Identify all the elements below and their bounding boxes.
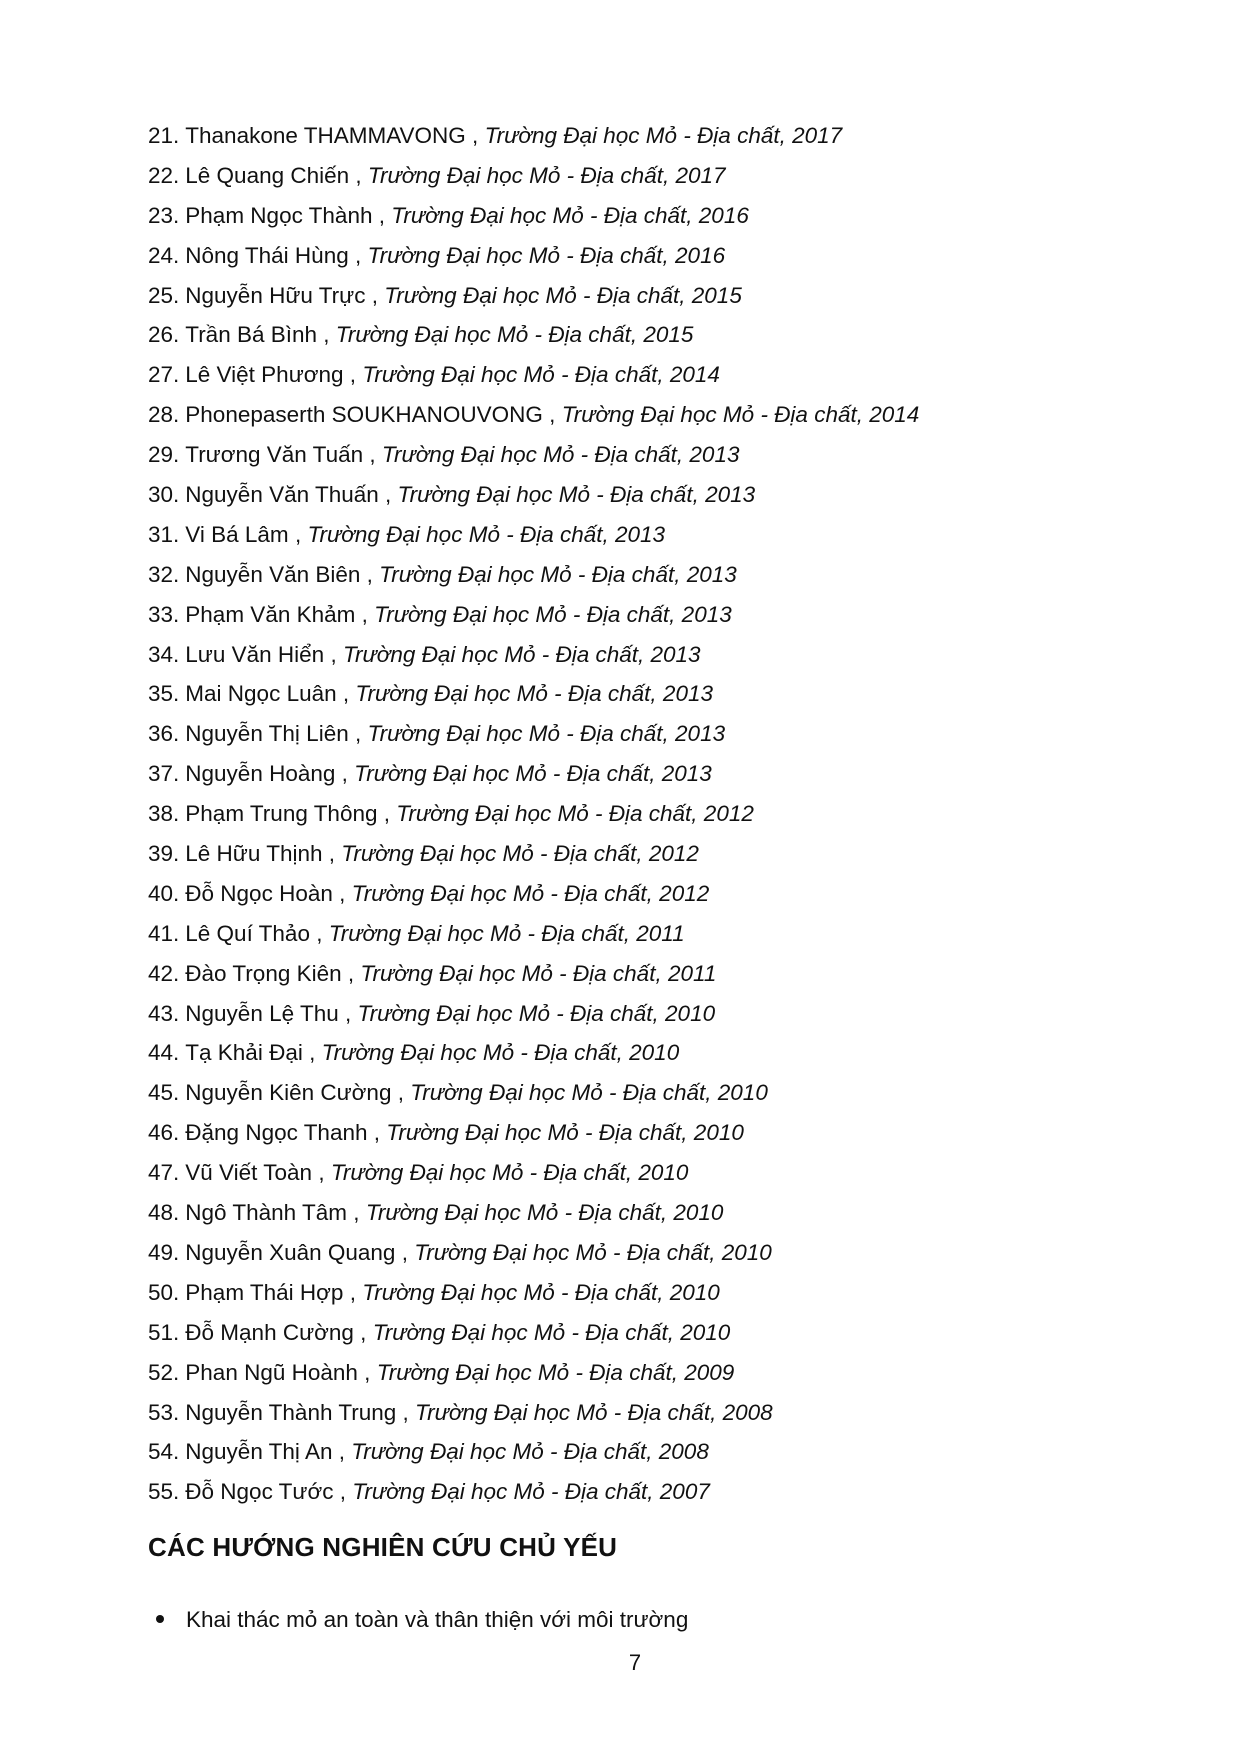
student-name: Lê Việt Phương bbox=[185, 362, 344, 388]
list-item-number: 39. bbox=[148, 841, 180, 867]
research-bullet-item bbox=[148, 1604, 688, 1636]
student-name: Nguyễn Lệ Thu bbox=[185, 1000, 339, 1026]
student-name: Phạm Thái Hợp bbox=[185, 1279, 344, 1305]
list-item-number: 41. bbox=[148, 920, 180, 946]
institution-year: Trường Đại học Mỏ - Địa chất, 2013 bbox=[307, 521, 666, 547]
student-name: Thanakone THAMMAVONG bbox=[185, 123, 466, 148]
bullet-text: Khai thác mỏ an toàn và thân thiện với môi trường bbox=[186, 1607, 689, 1632]
student-name: Nguyễn Thị Liên bbox=[185, 721, 349, 747]
list-item-number: 29. bbox=[148, 442, 180, 468]
student-name: Nguyễn Văn Biên bbox=[185, 561, 361, 587]
list-item-number: 49. bbox=[148, 1239, 180, 1265]
list-item bbox=[148, 1313, 919, 1353]
student-name: Lê Quang Chiến bbox=[185, 162, 350, 188]
student-name: Đỗ Ngọc Tước bbox=[185, 1479, 334, 1505]
list-item bbox=[148, 595, 919, 635]
list-item-number: 31. bbox=[148, 521, 180, 547]
list-item-number: 48. bbox=[148, 1200, 180, 1226]
separator: , bbox=[367, 1120, 387, 1146]
institution-year: Trường Đại học Mỏ - Địa chất, 2014 bbox=[362, 362, 720, 388]
institution-year: Trường Đại học Mỏ - Địa chất, 2012 bbox=[351, 880, 710, 906]
student-name: Đỗ Mạnh Cường bbox=[185, 1319, 354, 1345]
separator: , bbox=[465, 123, 485, 148]
list-item-number: 47. bbox=[148, 1160, 180, 1186]
list-item-number: 22. bbox=[148, 162, 180, 188]
page-number: 7 bbox=[628, 1650, 642, 1675]
list-item bbox=[148, 555, 919, 595]
institution-year: Trường Đại học Mỏ - Địa chất, 2008 bbox=[351, 1439, 709, 1465]
institution-year: Trường Đại học Mỏ - Địa chất, 2013 bbox=[367, 721, 726, 747]
student-name: Nguyễn Xuân Quang bbox=[185, 1239, 396, 1265]
separator: , bbox=[336, 681, 356, 707]
separator: , bbox=[347, 1200, 366, 1226]
list-item-number: 42. bbox=[148, 960, 180, 986]
student-name: Nguyễn Thành Trung bbox=[185, 1399, 397, 1425]
separator: , bbox=[332, 1439, 352, 1465]
institution-year: Trường Đại học Mỏ - Địa chất, 2010 bbox=[330, 1160, 689, 1186]
separator: , bbox=[377, 801, 397, 827]
list-item-number: 43. bbox=[148, 1000, 180, 1026]
separator: , bbox=[360, 561, 380, 587]
separator: , bbox=[335, 761, 355, 787]
list-item-number: 46. bbox=[148, 1120, 180, 1146]
student-name: Trần Bá Bình bbox=[185, 322, 318, 348]
student-name: Phạm Ngọc Thành bbox=[185, 202, 373, 228]
institution-year: Trường Đại học Mỏ - Địa chất, 2017 bbox=[484, 123, 843, 148]
separator: , bbox=[333, 1479, 353, 1505]
institution-year: Trường Đại học Mỏ - Địa chất, 2010 bbox=[362, 1279, 720, 1305]
list-item bbox=[148, 874, 919, 914]
list-item bbox=[148, 834, 919, 874]
list-item bbox=[148, 435, 919, 475]
list-item-number: 45. bbox=[148, 1080, 180, 1106]
list-item bbox=[148, 914, 919, 954]
list-item-number: 26. bbox=[148, 322, 180, 348]
list-item-number: 35. bbox=[148, 681, 180, 707]
separator: , bbox=[312, 1160, 331, 1186]
institution-year: Trường Đại học Mỏ - Địa chất, 2013 bbox=[354, 761, 712, 787]
institution-year: Trường Đại học Mỏ - Địa chất, 2008 bbox=[415, 1399, 773, 1425]
list-item-number: 24. bbox=[148, 242, 180, 268]
institution-year: Trường Đại học Mỏ - Địa chất, 2013 bbox=[374, 601, 732, 627]
separator: , bbox=[363, 442, 382, 468]
institution-year: Trường Đại học Mỏ - Địa chất, 2017 bbox=[367, 162, 726, 188]
student-name: Nguyễn Kiên Cường bbox=[185, 1080, 392, 1106]
list-item-number: 30. bbox=[148, 482, 180, 508]
student-name: Phạm Trung Thông bbox=[185, 801, 378, 827]
institution-year: Trường Đại học Mỏ - Địa chất, 2010 bbox=[321, 1040, 680, 1066]
institution-year: Trường Đại học Mỏ - Địa chất, 2007 bbox=[352, 1479, 710, 1505]
institution-year: Trường Đại học Mỏ - Địa chất, 2016 bbox=[367, 242, 726, 268]
institution-year: Trường Đại học Mỏ - Địa chất, 2013 bbox=[379, 561, 737, 587]
list-item bbox=[148, 1273, 919, 1313]
separator: , bbox=[302, 1040, 322, 1066]
student-name: Phan Ngũ Hoành bbox=[185, 1359, 358, 1385]
list-item-number: 27. bbox=[148, 362, 180, 388]
list-item bbox=[148, 156, 919, 196]
institution-year: Trường Đại học Mỏ - Địa chất, 2014 bbox=[561, 402, 920, 428]
separator: , bbox=[353, 1319, 373, 1345]
institution-year: Trường Đại học Mỏ - Địa chất, 2010 bbox=[372, 1319, 731, 1345]
separator: , bbox=[288, 521, 308, 547]
separator: , bbox=[348, 721, 368, 747]
institution-year: Trường Đại học Mỏ - Địa chất, 2011 bbox=[360, 960, 717, 986]
list-item-number: 36. bbox=[148, 721, 180, 747]
institution-year: Trường Đại học Mỏ - Địa chất, 2013 bbox=[397, 482, 756, 508]
list-item bbox=[148, 515, 919, 555]
list-item-number: 55. bbox=[148, 1479, 180, 1505]
separator: , bbox=[391, 1080, 411, 1106]
list-item bbox=[148, 1393, 919, 1433]
list-item bbox=[148, 1193, 919, 1233]
bullet-icon bbox=[156, 1615, 164, 1623]
list-item bbox=[148, 276, 919, 316]
separator: , bbox=[357, 1359, 377, 1385]
institution-year: Trường Đại học Mỏ - Địa chất, 2010 bbox=[414, 1239, 772, 1265]
student-name: Mai Ngọc Luân bbox=[185, 681, 337, 707]
institution-year: Trường Đại học Mỏ - Địa chất, 2010 bbox=[386, 1120, 744, 1146]
list-item-number: 53. bbox=[148, 1399, 180, 1425]
separator: , bbox=[343, 362, 363, 388]
list-item bbox=[148, 196, 919, 236]
institution-year: Trường Đại học Mỏ - Địa chất, 2013 bbox=[355, 681, 713, 707]
student-name: Lê Hữu Thịnh bbox=[185, 841, 323, 867]
student-name: Nguyễn Hữu Trực bbox=[185, 282, 366, 308]
student-name: Vũ Viết Toàn bbox=[185, 1160, 313, 1186]
separator: , bbox=[343, 1279, 363, 1305]
student-list bbox=[148, 116, 919, 1512]
list-item-number: 52. bbox=[148, 1359, 180, 1385]
student-name: Trương Văn Tuấn bbox=[185, 442, 364, 468]
institution-year: Trường Đại học Mỏ - Địa chất, 2012 bbox=[396, 801, 754, 827]
separator: , bbox=[378, 482, 398, 508]
list-item bbox=[148, 1073, 919, 1113]
separator: , bbox=[309, 920, 329, 946]
institution-year: Trường Đại học Mỏ - Địa chất, 2013 bbox=[342, 641, 701, 667]
student-name: Vi Bá Lâm bbox=[185, 521, 289, 547]
student-name: Nguyễn Thị An bbox=[185, 1439, 333, 1465]
student-name: Đặng Ngọc Thanh bbox=[185, 1120, 368, 1146]
institution-year: Trường Đại học Mỏ - Địa chất, 2016 bbox=[391, 202, 749, 228]
list-item-number: 25. bbox=[148, 282, 180, 308]
list-item-number: 28. bbox=[148, 402, 180, 428]
student-name: Nguyễn Văn Thuấn bbox=[185, 482, 379, 508]
list-item-number: 34. bbox=[148, 641, 180, 667]
list-item bbox=[148, 1472, 919, 1512]
student-name: Nông Thái Hùng bbox=[185, 242, 349, 268]
list-item bbox=[148, 954, 919, 994]
student-name: Tạ Khải Đại bbox=[185, 1040, 303, 1066]
separator: , bbox=[348, 242, 368, 268]
list-item bbox=[148, 674, 919, 714]
separator: , bbox=[322, 841, 342, 867]
list-item bbox=[148, 395, 919, 435]
student-name: Đào Trọng Kiên bbox=[185, 960, 342, 986]
institution-year: Trường Đại học Mỏ - Địa chất, 2010 bbox=[357, 1000, 716, 1026]
separator: , bbox=[365, 282, 385, 308]
separator: , bbox=[396, 1399, 416, 1425]
institution-year: Trường Đại học Mỏ - Địa chất, 2012 bbox=[341, 841, 699, 867]
list-item-number: 37. bbox=[148, 761, 180, 787]
separator: , bbox=[317, 322, 336, 348]
list-item bbox=[148, 1113, 919, 1153]
list-item bbox=[148, 116, 919, 156]
institution-year: Trường Đại học Mỏ - Địa chất, 2010 bbox=[410, 1080, 768, 1106]
list-item bbox=[148, 1233, 919, 1273]
separator: , bbox=[355, 601, 375, 627]
list-item bbox=[148, 714, 919, 754]
student-name: Phạm Văn Khảm bbox=[185, 601, 356, 627]
student-name: Nguyễn Hoàng bbox=[185, 761, 336, 787]
institution-year: Trường Đại học Mỏ - Địa chất, 2010 bbox=[365, 1200, 724, 1226]
student-name: Lê Quí Thảo bbox=[185, 920, 310, 946]
list-item bbox=[148, 754, 919, 794]
list-item-number: 51. bbox=[148, 1319, 180, 1345]
list-item bbox=[148, 1153, 919, 1193]
list-item-number: 54. bbox=[148, 1439, 180, 1465]
institution-year: Trường Đại học Mỏ - Địa chất, 2009 bbox=[376, 1359, 735, 1385]
separator: , bbox=[349, 162, 368, 188]
separator: , bbox=[372, 202, 392, 228]
list-item-number: 40. bbox=[148, 880, 180, 906]
list-item-number: 33. bbox=[148, 601, 180, 627]
separator: , bbox=[341, 960, 361, 986]
separator: , bbox=[338, 1000, 358, 1026]
list-item bbox=[148, 794, 919, 834]
list-item bbox=[148, 994, 919, 1034]
list-item-number: 50. bbox=[148, 1279, 180, 1305]
list-item-number: 44. bbox=[148, 1040, 180, 1066]
list-item bbox=[148, 236, 919, 276]
list-item-number: 38. bbox=[148, 801, 180, 827]
student-name: Phonepaserth SOUKHANOUVONG bbox=[185, 402, 543, 428]
separator: , bbox=[395, 1239, 415, 1265]
student-name: Lưu Văn Hiển bbox=[185, 641, 325, 667]
institution-year: Trường Đại học Mỏ - Địa chất, 2015 bbox=[384, 282, 742, 308]
list-item bbox=[148, 475, 919, 515]
list-item bbox=[148, 635, 919, 675]
separator: , bbox=[542, 402, 562, 428]
separator: , bbox=[324, 641, 343, 667]
student-name: Ngô Thành Tâm bbox=[185, 1200, 348, 1226]
list-item-number: 23. bbox=[148, 202, 180, 228]
institution-year: Trường Đại học Mỏ - Địa chất, 2011 bbox=[328, 920, 685, 946]
section-heading: CÁC HƯỚNG NGHIÊN CỨU CHỦ YẾU bbox=[148, 1532, 618, 1562]
list-item bbox=[148, 1432, 919, 1472]
institution-year: Trường Đại học Mỏ - Địa chất, 2015 bbox=[335, 322, 694, 348]
institution-year: Trường Đại học Mỏ - Địa chất, 2013 bbox=[381, 442, 740, 468]
list-item bbox=[148, 1033, 919, 1073]
list-item bbox=[148, 1353, 919, 1393]
list-item bbox=[148, 355, 919, 395]
separator: , bbox=[332, 880, 352, 906]
list-item-number: 21. bbox=[148, 123, 180, 148]
list-item-number: 32. bbox=[148, 561, 180, 587]
student-name: Đỗ Ngọc Hoàn bbox=[185, 880, 333, 906]
list-item bbox=[148, 315, 919, 355]
